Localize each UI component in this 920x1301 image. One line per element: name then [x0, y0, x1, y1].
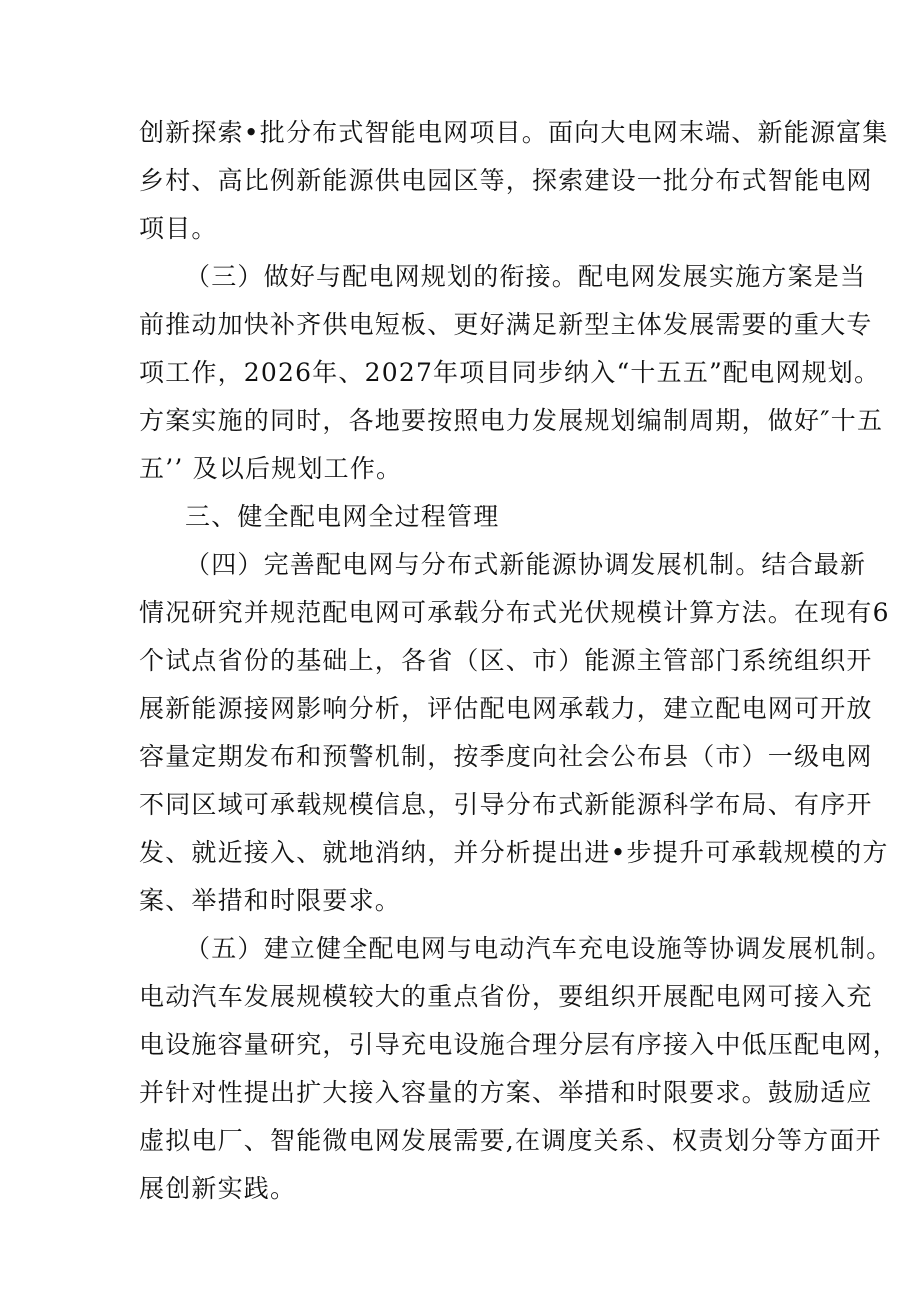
paragraph-4-line: 案、举措和时限要求。 — [139, 886, 402, 915]
paragraph-4-line: 展新能源接网影响分析，评估配电网承载力，建立配电网可开放 — [139, 694, 873, 723]
paragraph-4-line: 个试点省份的基础上，各省（区、市）能源主管部门系统组织开 — [139, 646, 873, 675]
paragraph-4-line: 不同区域可承载规模信息，引导分布式新能源科学布局、有序开 — [139, 790, 873, 819]
paragraph-1-line: 创新探索•批分布式智能电网项目。面向大电网末端、新能源富集 — [139, 118, 889, 147]
section-heading: 三、健全配电网全过程管理 — [185, 502, 500, 531]
paragraph-5-line: （五）建立健全配电网与电动汽车充电设施等协调发展机制。 — [185, 934, 893, 963]
paragraph-2-line: 方案实施的同时，各地要按照电力发展规划编制周期，做好″十五 — [139, 406, 884, 435]
paragraph-2-line: （三）做好与配电网规划的衔接。配电网发展实施方案是当 — [185, 262, 867, 291]
paragraph-4-line: 情况研究并规范配电网可承载分布式光伏规模计算方法。在现有6 — [139, 598, 890, 627]
paragraph-5-line: 展创新实践。 — [139, 1174, 297, 1203]
paragraph-2-line: 前推动加快补齐供电短板、更好满足新型主体发展需要的重大专 — [139, 310, 873, 339]
paragraph-1-line: 乡村、高比例新能源供电园区等，探索建设一批分布式智能电网 — [139, 166, 873, 195]
paragraph-4-line: 发、就近接入、就地消纳，并分析提出进•步提升可承载规模的方 — [139, 838, 889, 867]
paragraph-5-line: 电动汽车发展规模较大的重点省份，要组织开展配电网可接入充 — [139, 982, 873, 1011]
paragraph-4-line: （四）完善配电网与分布式新能源协调发展机制。结合最新 — [185, 550, 867, 579]
paragraph-5-line: 电设施容量研究，引导充电设施合理分层有序接入中低压配电网， — [139, 1030, 899, 1059]
paragraph-2-line: 五’’ 及以后规划工作。 — [139, 454, 403, 483]
paragraph-5-line: 虚拟电厂、智能微电网发展需要,在调度关系、权责划分等方面开 — [139, 1126, 882, 1155]
paragraph-5-line: 并针对性提出扩大接入容量的方案、举措和时限要求。鼓励适应 — [139, 1078, 873, 1107]
paragraph-4-line: 容量定期发布和预警机制，按季度向社会公布县（市）一级电网 — [139, 742, 873, 771]
paragraph-2-line: 项工作，2026年、2027年项目同步纳入“十五五”配电网规划。 — [139, 358, 881, 387]
paragraph-1-line: 项目。 — [139, 214, 218, 243]
